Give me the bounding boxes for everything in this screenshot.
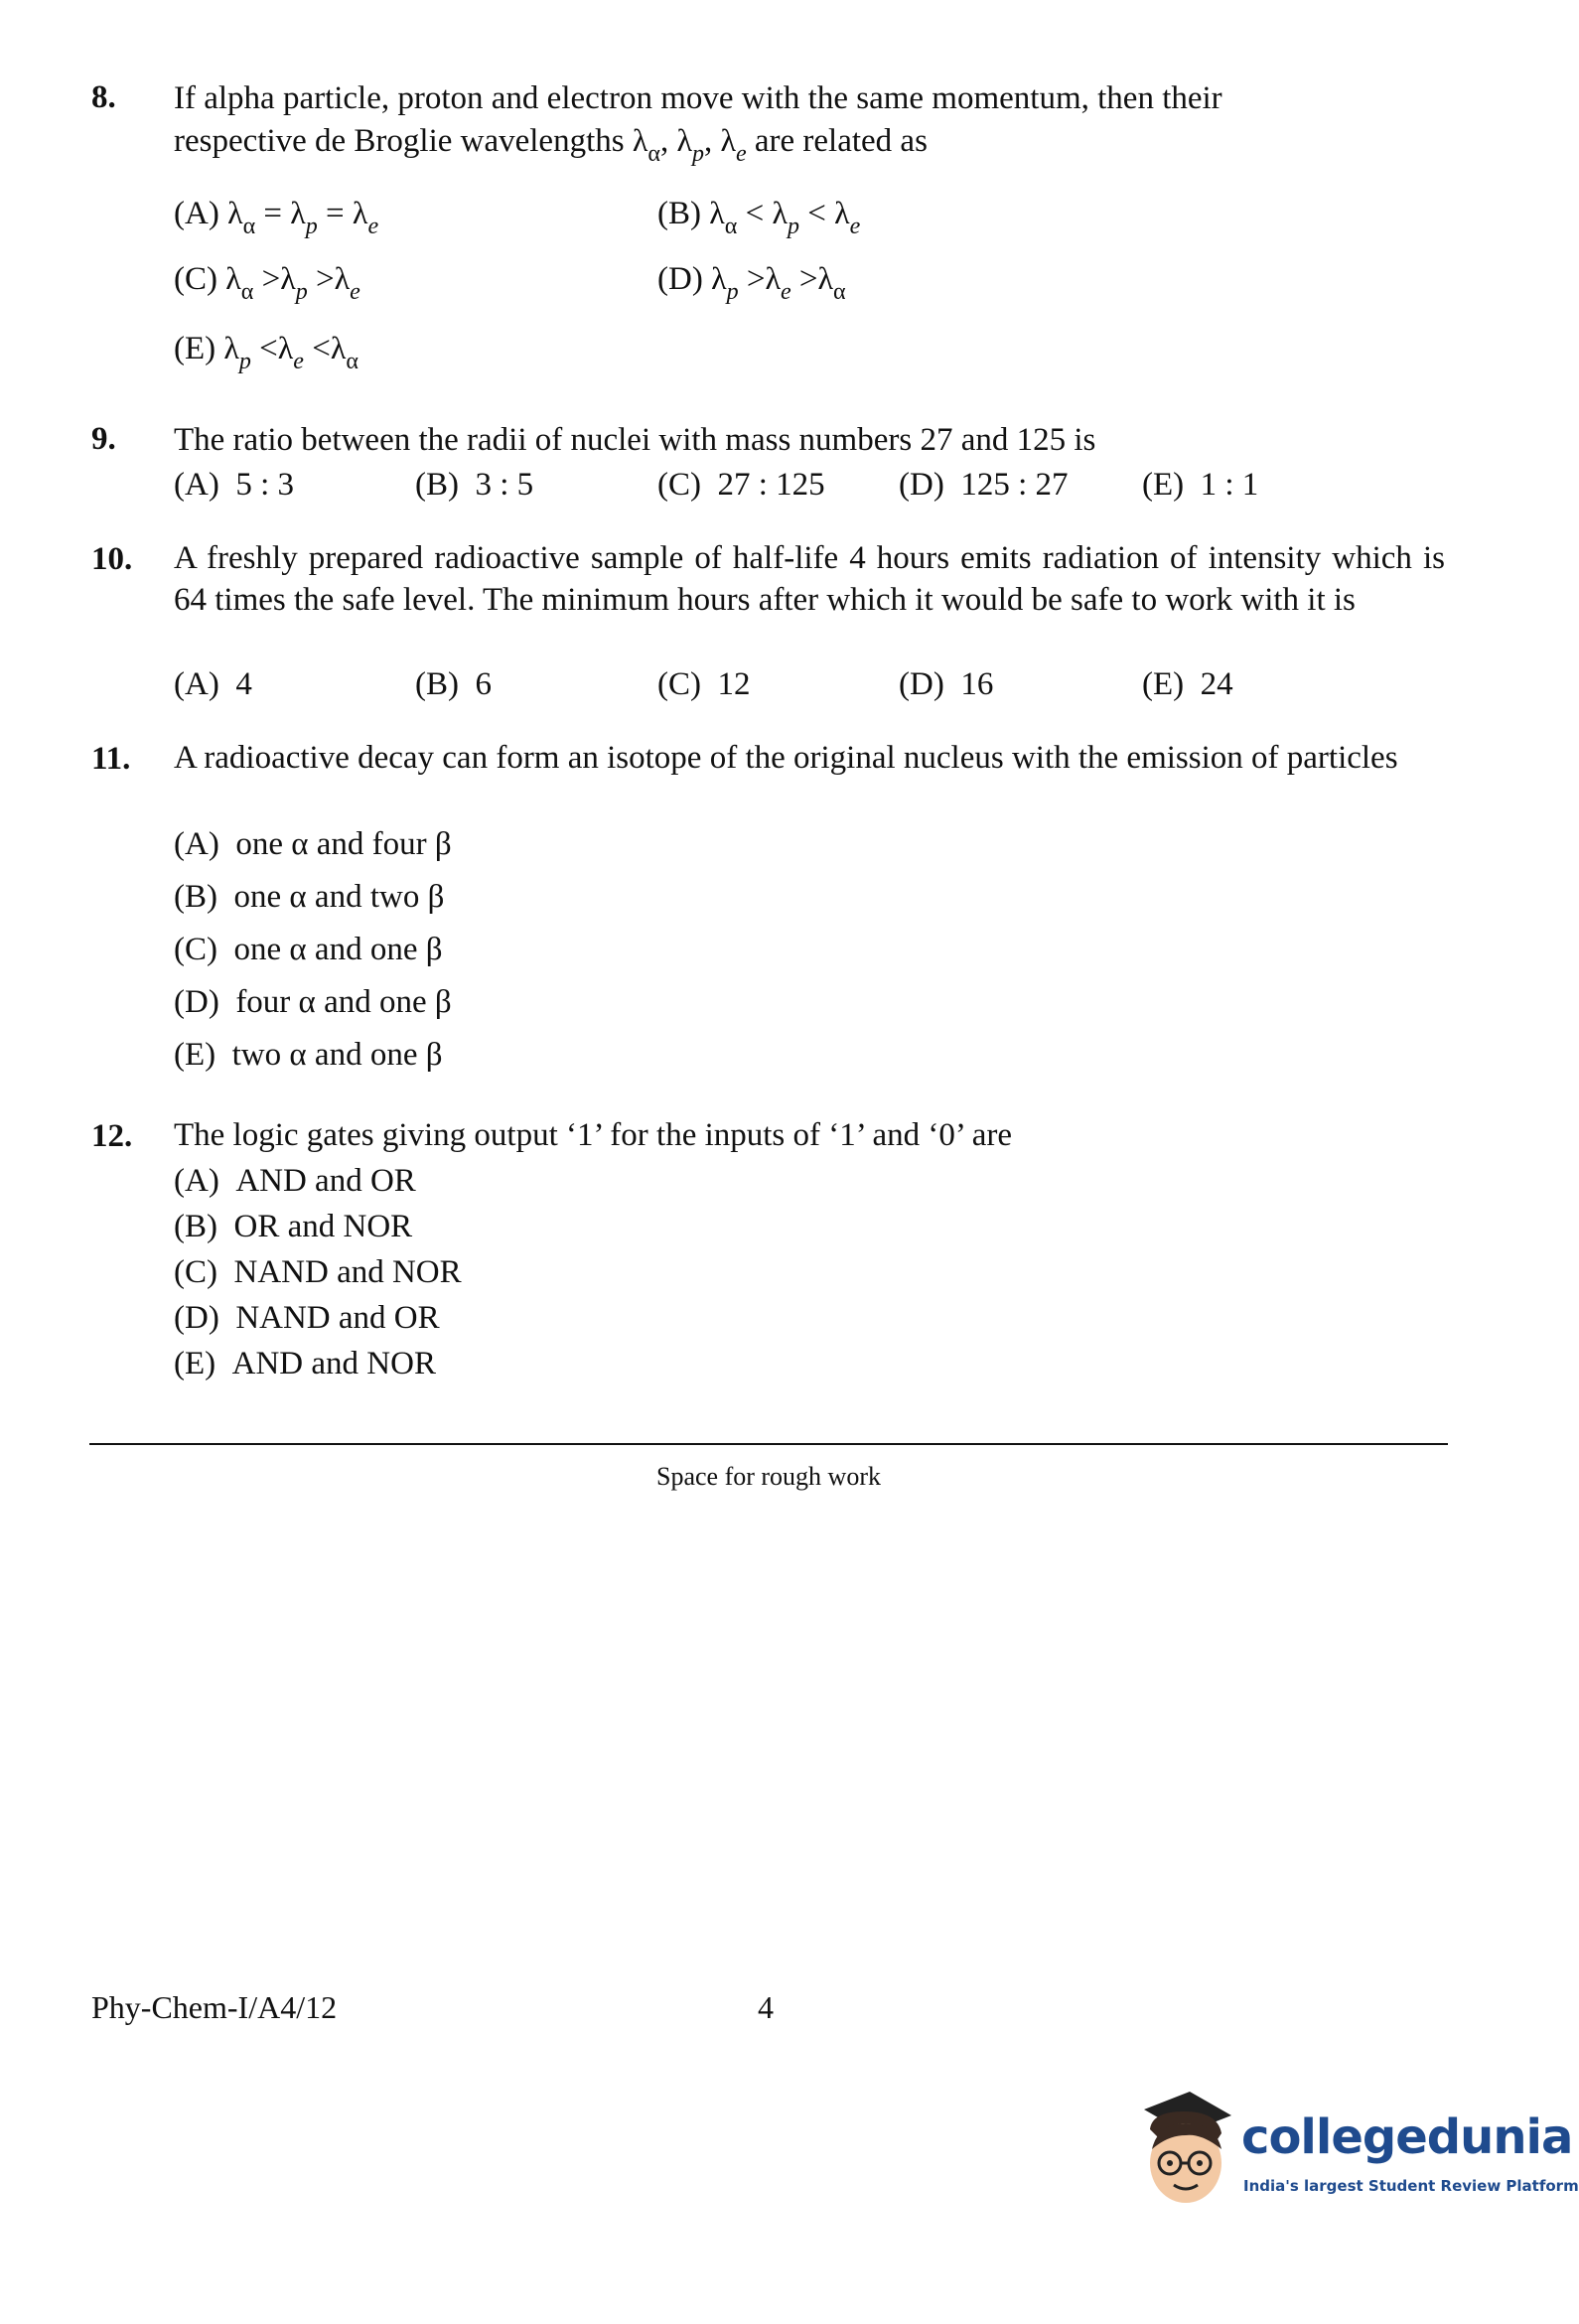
subscript: e	[293, 349, 304, 374]
option-label: (C)	[174, 261, 217, 297]
option-label: (D)	[174, 984, 219, 1020]
question-stem: The ratio between the radii of nuclei with mass numbers 27 and 125 is	[174, 422, 1096, 458]
option-d[interactable]	[899, 666, 993, 703]
subscript: p	[726, 279, 739, 305]
operator: >	[261, 261, 281, 297]
option-c[interactable]	[174, 932, 443, 968]
option-text: 24	[1200, 666, 1233, 702]
option-label: (A)	[174, 467, 219, 503]
page-number: 4	[758, 1989, 774, 2025]
option-text: AND and OR	[235, 1163, 416, 1199]
option-label: (C)	[657, 467, 701, 503]
brand-name: collegedunia	[1241, 2109, 1573, 2165]
subscript: e	[367, 214, 379, 239]
option-c[interactable]	[174, 1254, 462, 1291]
operator: >	[798, 261, 818, 297]
option-label: (B)	[415, 666, 459, 702]
option-label: (E)	[1142, 467, 1185, 503]
subscript: α	[647, 141, 660, 167]
option-label: (B)	[415, 467, 459, 503]
lambda-symbol: λ	[352, 195, 368, 230]
operator: <	[312, 331, 331, 366]
option-text: one α and one β	[233, 932, 443, 967]
option-label: (D)	[899, 666, 944, 702]
option-text: 6	[475, 666, 492, 702]
option-text: 1 : 1	[1200, 467, 1259, 503]
lambda-symbol: λ	[223, 330, 239, 365]
subscript: p	[305, 214, 318, 239]
comma: ,	[659, 123, 669, 159]
option-b[interactable]	[174, 879, 444, 916]
question-stem: A freshly prepared radioactive sample of half-life 4 hours emits radiation of intensity which is 64 times the safe level. The minimum hours after which it would be safe to work with it is	[174, 540, 1445, 618]
rough-work-divider	[89, 1443, 1448, 1445]
lambda-symbol: λ	[225, 260, 241, 296]
operator: <	[259, 331, 278, 366]
option-label: (E)	[174, 331, 216, 366]
option-d[interactable]	[174, 984, 452, 1021]
lambda-symbol: λ	[772, 195, 788, 230]
option-text: four α and one β	[235, 984, 452, 1020]
subscript: p	[691, 141, 704, 167]
option-label: (D)	[899, 467, 944, 503]
subscript: p	[787, 214, 799, 239]
option-label: (A)	[174, 196, 219, 231]
operator: =	[263, 196, 283, 231]
option-label: (D)	[657, 261, 703, 297]
option-a[interactable]	[174, 826, 452, 863]
option-text: 5 : 3	[235, 467, 294, 503]
option-a[interactable]	[174, 666, 252, 703]
lambda-symbol: λ	[632, 122, 648, 158]
option-text: one α and four β	[235, 826, 452, 862]
question-number: 10.	[91, 541, 133, 577]
stem-line: If alpha particle, proton and electron move with the same momentum, then their	[174, 80, 1222, 116]
option-text: NAND and NOR	[233, 1254, 462, 1290]
subscript: α	[346, 349, 359, 374]
option-text: one α and two β	[233, 879, 445, 915]
option-b[interactable]	[415, 666, 492, 703]
option-e[interactable]	[174, 330, 359, 374]
comma: ,	[703, 123, 713, 159]
subscript: e	[780, 279, 791, 305]
operator: <	[807, 196, 826, 231]
question-stem	[174, 77, 1445, 167]
question-number: 9.	[91, 421, 116, 457]
option-text: two α and one β	[231, 1037, 443, 1073]
option-label: (E)	[174, 1037, 216, 1073]
option-label: (A)	[174, 826, 219, 862]
lambda-symbol: λ	[290, 195, 306, 230]
option-label: (B)	[657, 196, 701, 231]
question-number: 12.	[91, 1118, 133, 1154]
option-c[interactable]	[657, 467, 825, 504]
option-a[interactable]	[174, 195, 379, 239]
option-label: (A)	[174, 666, 219, 702]
option-label: (A)	[174, 1163, 219, 1199]
option-text: 16	[960, 666, 994, 702]
option-d[interactable]	[174, 1300, 440, 1337]
subscript: α	[724, 214, 738, 239]
option-text: OR and NOR	[233, 1209, 413, 1244]
lambda-symbol: λ	[765, 260, 781, 296]
subscript: e	[350, 279, 360, 305]
option-e[interactable]	[174, 1346, 436, 1382]
subscript: p	[238, 349, 251, 374]
operator: >	[315, 261, 335, 297]
option-e[interactable]	[1142, 467, 1258, 504]
rough-work-label: Space for rough work	[656, 1462, 881, 1491]
lambda-symbol: λ	[711, 260, 727, 296]
option-b[interactable]	[415, 467, 533, 504]
operator: <	[745, 196, 765, 231]
collegedunia-logo[interactable]	[1132, 2090, 1579, 2219]
option-label: (E)	[1142, 666, 1185, 702]
subscript: e	[849, 214, 861, 239]
lambda-symbol: λ	[277, 330, 294, 365]
option-label: (C)	[657, 666, 701, 702]
option-a[interactable]	[174, 1163, 416, 1200]
stem-line: respective de Broglie wavelengths	[174, 123, 625, 159]
mascot-icon	[1132, 2090, 1241, 2219]
question-number: 11.	[91, 741, 131, 777]
option-text: 12	[717, 666, 751, 702]
lambda-symbol: λ	[330, 330, 347, 365]
lambda-symbol: λ	[834, 195, 850, 230]
option-text: 4	[235, 666, 252, 702]
option-label: (D)	[174, 1300, 219, 1336]
option-text: NAND and OR	[235, 1300, 440, 1336]
option-text: 3 : 5	[475, 467, 534, 503]
option-label: (B)	[174, 1209, 217, 1244]
subscript: α	[240, 279, 254, 305]
option-c[interactable]	[174, 260, 360, 305]
subscript: α	[833, 279, 846, 305]
option-e[interactable]	[174, 1037, 443, 1074]
lambda-symbol: λ	[676, 122, 692, 158]
option-label: (C)	[174, 932, 217, 967]
subscript: e	[735, 141, 747, 167]
option-d[interactable]	[899, 467, 1068, 504]
question-stem: The logic gates giving output ‘1’ for the inputs of ‘1’ and ‘0’ are	[174, 1117, 1012, 1153]
lambda-symbol: λ	[334, 260, 351, 296]
lambda-symbol: λ	[720, 122, 736, 158]
lambda-symbol: λ	[817, 260, 834, 296]
lambda-symbol: λ	[227, 195, 243, 230]
option-label: (E)	[174, 1346, 216, 1381]
stem-line: are related as	[754, 123, 928, 159]
paper-code: Phy-Chem-I/A4/12	[91, 1989, 338, 2025]
option-e[interactable]	[1142, 666, 1233, 703]
option-text: AND and NOR	[231, 1346, 436, 1381]
operator: >	[746, 261, 766, 297]
option-b[interactable]	[657, 195, 861, 239]
option-b[interactable]	[174, 1209, 412, 1245]
option-text: 27 : 125	[717, 467, 825, 503]
subscript: α	[242, 214, 256, 239]
operator: =	[326, 196, 345, 231]
question-number: 8.	[91, 79, 116, 115]
lambda-symbol: λ	[709, 195, 725, 230]
option-text: 125 : 27	[960, 467, 1069, 503]
option-c[interactable]	[657, 666, 751, 703]
brand-tagline: India's largest Student Review Platform	[1243, 2177, 1579, 2195]
subscript: p	[295, 279, 308, 305]
option-label: (B)	[174, 879, 217, 915]
option-d[interactable]	[657, 260, 846, 305]
lambda-symbol: λ	[280, 260, 296, 296]
option-a[interactable]	[174, 467, 294, 504]
question-stem: A radioactive decay can form an isotope of the original nucleus with the emission of particles	[174, 740, 1398, 776]
option-label: (C)	[174, 1254, 217, 1290]
